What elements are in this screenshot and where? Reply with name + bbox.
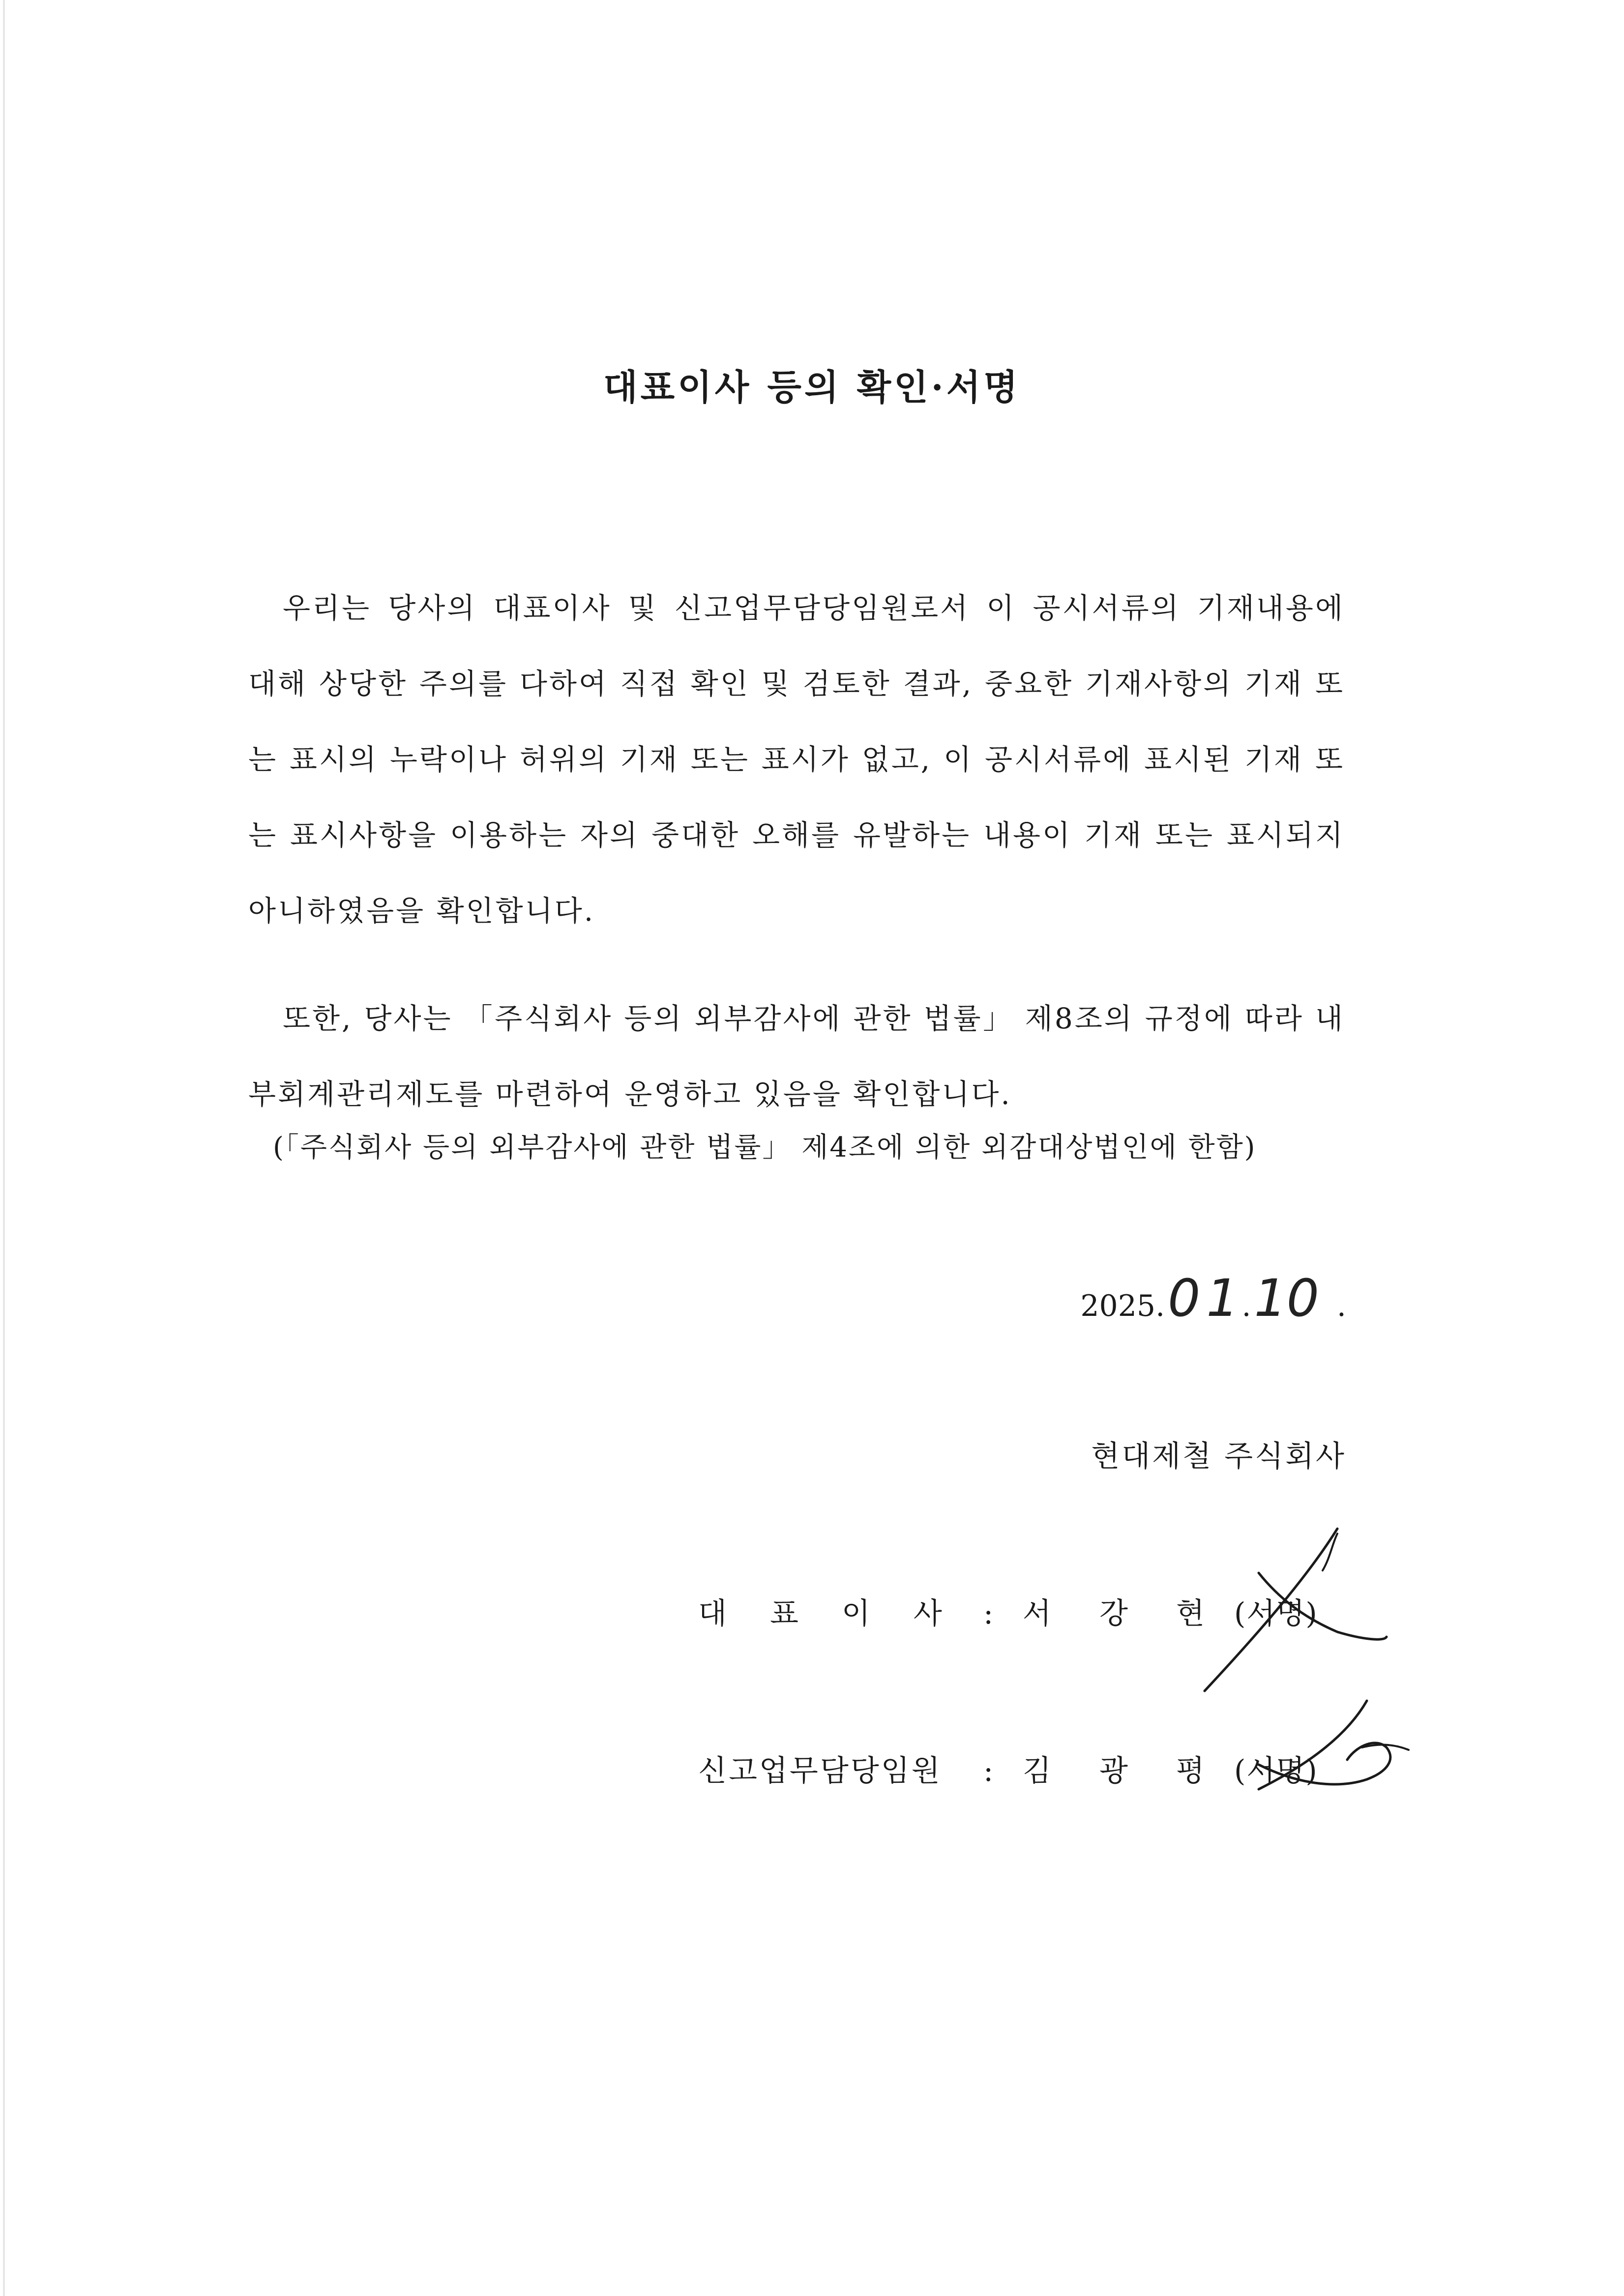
signatory-colon: : <box>983 1597 994 1631</box>
signature-seal-label: (서명) <box>1234 1597 1318 1631</box>
document-title: 대표이사 등의 확인·서명 <box>603 366 1021 408</box>
signature-seal-label: (서명) <box>1234 1754 1318 1788</box>
date-end: . <box>1336 1289 1346 1323</box>
company-name: 현대제철 주식회사 <box>1091 1439 1346 1474</box>
signatory-row-disclosure-officer <box>698 1747 1318 1790</box>
signatory-role: 대표이사 <box>698 1597 985 1631</box>
signatory-name: 서강현 <box>1023 1597 1253 1631</box>
date-hand-day: 10 <box>1254 1268 1319 1328</box>
signatory-role: 신고업무담당임원 <box>698 1754 942 1788</box>
signatory-name: 김광평 <box>1023 1754 1253 1788</box>
date-hand-month-b: 1 <box>1206 1268 1239 1328</box>
signature-date <box>1080 1268 1346 1328</box>
scan-edge-line <box>3 0 5 2296</box>
date-printed-year: 2025. <box>1080 1289 1165 1323</box>
signatory-row-ceo <box>698 1590 1318 1632</box>
date-separator: . <box>1241 1289 1251 1323</box>
internal-control-paragraph: 또한, 당사는 「주식회사 등의 외부감사에 관한 법률」 제8조의 규정에 따라 내부회계관리제도를 마련하여 운영하고 있음을 확인합니다. <box>248 1002 1345 1111</box>
signatory-colon: : <box>983 1754 994 1788</box>
confirmation-paragraph: 우리는 당사의 대표이사 및 신고업무담당임원로서 이 공시서류의 기재내용에 대해 상당한 주의를 다하여 직접 확인 및 검토한 결과, 중요한 기재사항의 기재 또는 표시의 누락이나 허위의 기재 또는 표시가 없고, 이 공시서류에 표시된 기재 또는 표시사항을 이용하는 자의 중대한 오해를 유발하는 내용이 기재 또는 표시되지 아니하였음을 확인합니다. <box>248 591 1345 928</box>
date-hand-month-a: 0 <box>1168 1268 1201 1328</box>
applicability-note: (「주식회사 등의 외부감사에 관한 법률」 제4조에 의한 외감대상법인에 한함) <box>273 1132 1257 1163</box>
